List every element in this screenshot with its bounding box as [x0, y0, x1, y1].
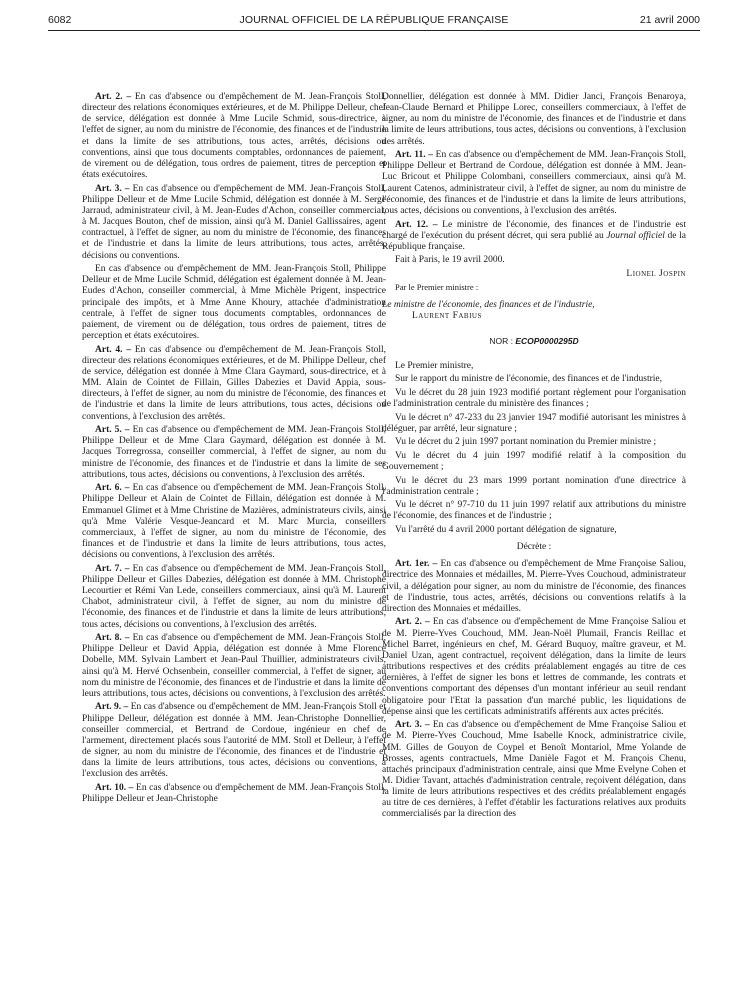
- minister-block: [382, 300, 686, 322]
- article-2: [82, 92, 386, 181]
- visa-line: Vu le décret du 2 juin 1997 portant nomination du Premier ministre ;: [395, 437, 657, 448]
- by-prime-minister: Par le Premier ministre :: [395, 282, 479, 293]
- article-label: Art. 2. –: [395, 617, 430, 628]
- article-text: En cas d'absence ou d'empêchement de Mme Françoise Saliou et de M. Pierre-Yves Couchoud, MM. Jean-Noël Plumail, Francis Reillac et Michel Barret, ingénieurs en chef, M. Gérard Buquoy, maître graveur, et M. Daniel Uzan, agent contractuel, reçoivent délégation, dans la limite de leurs attributions respectives et des crédits préalablement engagés au titre de ces dernières, à l'effet de signer les bons et lettres de commande, les contrats et conventions comportant des dépenses d'un montant inférieur au seuil rendant obligatoire pour l'Etat la passation d'un marché public, les liquidations de dépense ainsi que les certificats administratifs afférents aux actes précités.: [382, 617, 686, 717]
- journal-title: JOURNAL OFFICIEL DE LA RÉPUBLIQUE FRANÇAISE: [239, 14, 509, 26]
- article-label: Art. 6. –: [95, 483, 130, 494]
- article-9: [82, 702, 386, 780]
- article-label: Art. 4. –: [95, 344, 132, 355]
- article-label: Art. 3. –: [95, 183, 130, 194]
- article-label: Art. 12. –: [395, 219, 438, 230]
- article-text: En cas d'absence ou d'empêchement de MM. Jean-François Stoll, Philippe Delleur et Bertrand de Cordoue, délégation est donnée à MM. Jean-Luc Bricout et Philippe Colombani, conseillers commerciaux, ainsi qu'à M. Laurent Catenos, administrateur civil, à l'effet de signer, au nom du ministre de l'économie, des finances et de l'industrie et dans la limite de leurs attributions, tous actes, décisions ou conventions, à l'exclusion des arrêtés.: [382, 150, 686, 216]
- article-3-paragraph-2: En cas d'absence ou d'empêchement de MM. Jean-François Stoll, Philippe Delleur et de Mme Lucile Schmid, délégation est également donnée à M. Jean-Eudes d'Achon, conseiller commercial, à Mme Michèle Prigent, inspectrice principale des impôts, et à Mme Anne Khoury, attachée d'administration centrale, à l'effet de signer tous documents comptables, ordonnances de paiement, de virement ou de délégation, tous ordres de paiement, titres de perception et états exécutoires.: [82, 264, 386, 342]
- article-5: [82, 425, 386, 481]
- article-label: Art. 10. –: [95, 782, 134, 793]
- minister-name: Laurent Fabius: [412, 310, 482, 321]
- article-label: Art. 1er. –: [395, 559, 438, 570]
- decree-article-2: [382, 617, 686, 717]
- visa-line: Vu le décret du 4 juin 1997 modifié relatif à la composition du Gouvernement ;: [382, 450, 686, 472]
- article-3: [82, 184, 386, 262]
- article-label: Art. 3. –: [395, 720, 430, 731]
- decree-article-1: [382, 559, 686, 615]
- article-11: [382, 150, 686, 217]
- article-text: En cas d'absence ou d'empêchement de MM. Jean-François Stoll, Philippe Delleur et Alain de Cointet de Fillain, délégation est donnée à M. Emmanuel Glimet et à Mme Christine de Mazières, administrateurs civils, ainsi qu'à Mme Valérie Vesque-Jeancard et M. Marc Murcia, conseillers commerciaux, à l'effet de signer, au nom du ministre de l'économie, des finances et de l'industrie et dans la limite de leurs attributions, tous actes, décisions ou conventions, à l'exclusion des arrêtés.: [82, 483, 387, 561]
- article-7: [82, 564, 386, 631]
- page-header: [0, 10, 748, 30]
- article-8: [82, 633, 386, 700]
- article-text: En cas d'absence ou d'empêchement de Mme Françoise Saliou et de M. Pierre-Yves Couchoud, Mme Isabelle Knock, administratrice civile, MM. Gilles de Gouyon de Coypel et Benoît Montariol, Mme Yolande de Brosses, agents contractuels, Mme Danièle Fagot et M. François Chenu, attachés principaux d'administration centrale, ainsi que Mme Evelyne Cohen et M. Didier Tavant, attachés d'administration centrale, reçoivent délégation, dans la limite de leurs attributions respectives et des crédits préalablement engagés au titre de ces dernières, à l'effet d'établir les facturations relatives aux produits commercialisés par la direction des: [382, 720, 686, 820]
- header-rule: [48, 30, 700, 31]
- issue-date: 21 avril 2000: [639, 14, 700, 26]
- article-10-continuation: Donnellier, délégation est donnée à MM. Didier Janci, François Benaroya, Jean-Claude Bernard et Philippe Lorec, conseillers commerciaux, à l'effet de signer, au nom du ministre de l'économie, des finances et de l'industrie et dans la limite de leurs attributions, tous actes, décisions ou conventions, à l'exclusion des arrêtés.: [382, 92, 686, 147]
- visa-line: Vu le décret n° 97-710 du 11 juin 1997 relatif aux attributions du ministre de l'économie, des finances et de l'industrie ;: [382, 500, 686, 522]
- article-10: [82, 783, 386, 805]
- decrees-heading: Décrète :: [516, 542, 552, 553]
- visa-line: Vu l'arrêté du 4 avril 2000 portant délégation de signature,: [395, 524, 617, 535]
- article-text: En cas d'absence ou d'empêchement de M. Jean-François Stoll, directeur des relations économiques extérieures, et de M. Philippe Delleur, chef de service, délégation est donnée à Mme Lucile Schmid, sous-directrice, à l'effet de signer, au nom du ministre de l'économie, des finances et de l'industrie et dans la limite de ses attributions, tous actes, arrêtés, décisions ou conventions, ainsi que tous documents comptables, ordonnances de paiement, de virement ou de délégation, tous ordres de paiement, titres de perception et états exécutoires.: [82, 92, 387, 181]
- visa-line: Le Premier ministre,: [395, 360, 474, 371]
- minister-title: Le ministre de l'économie, des finances et de l'industrie,: [382, 299, 595, 310]
- article-text: En cas d'absence ou d'empêchement de Mme Françoise Saliou, directrice des Monnaies et médailles, M. Pierre-Yves Couchoud, administrateur civil, a délégation pour signer, au nom du ministre de l'économie, des finances et de l'industrie, tous actes, arrêtés, décisions ou conventions relatifs à la direction des Monnaies et médailles.: [382, 559, 687, 614]
- visa-line: Vu le décret n° 47-233 du 23 janvier 1947 modifié autorisant les ministres à déléguer, par arrêté, leur signature ;: [382, 412, 686, 434]
- article-label: Art. 9. –: [95, 702, 129, 713]
- article-text: En cas d'absence ou d'empêchement de MM. Jean-François Stoll, Philippe Delleur et de Mme Clara Gaymard, délégation est donnée à M. Jacques Torregrossa, conseiller commercial, à l'effet de signer, au nom du ministre de l'économie, des finances et de l'industrie et dans la limite de ses attributions, tous actes, décisions ou conventions, à l'exclusion des arrêtés.: [82, 425, 387, 480]
- signature-date: Fait à Paris, le 19 avril 2000.: [395, 255, 505, 266]
- article-text: de la République française.: [382, 230, 687, 252]
- visa-line: Vu le décret du 28 juin 1923 modifié portant règlement pour l'organisation de l'administration centrale du ministère des finances ;: [382, 387, 686, 410]
- right-column: [382, 92, 686, 823]
- article-label: Art. 11. –: [395, 150, 433, 161]
- article-label: Art. 8. –: [95, 633, 130, 644]
- article-label: Art. 5. –: [95, 425, 130, 436]
- article-text: En cas d'absence ou d'empêchement de M. Jean-François Stoll, directeur des relations économiques extérieures, et de M. Philippe Delleur, chef de service, délégation est donnée à Mme Clara Gaymard, sous-directrice, et à MM. Alain de Cointet de Fillain, Gilles Dabezies et David Appia, sous-directeurs, à l'effet de signer, au nom du ministre de l'économie, des finances et de l'industrie et dans la limite de leurs attributions, tous actes, décisions ou conventions, à l'exclusion des arrêtés.: [82, 344, 387, 422]
- article-text: En cas d'absence ou d'empêchement de MM. Jean-François Stoll, Philippe Delleur et de Mme Lucile Schmid, délégation est donnée à M. Serge Jarraud, administrateur civil, à M. Jean-Eudes d'Achon, conseiller commercial, à M. Jacques Bouton, chef de mission, ainsi qu'à M. Daniel Gallissaires, agent contractuel, à l'effet de signer, au nom du ministre de l'économie, des finances et de l'industrie et dans la limite de leurs attributions, tous actes, arrêtés, décisions ou conventions.: [82, 183, 387, 261]
- nor-code: ECOP0000295D: [515, 335, 579, 346]
- prime-minister-signature: Lionel Jospin: [626, 268, 686, 279]
- article-text: Le ministre de l'économie, des finances et de l'industrie est chargé de l'exécution du présent décret, qui sera publié au: [382, 219, 686, 241]
- left-column: [82, 92, 386, 808]
- page-number: 6082: [48, 14, 72, 26]
- visa-line: Sur le rapport du ministre de l'économie, des finances et de l'industrie,: [395, 374, 662, 385]
- article-6: [82, 483, 386, 561]
- article-label: Art. 2. –: [95, 92, 132, 102]
- decree-article-3: [382, 720, 686, 820]
- article-12: [382, 220, 686, 253]
- visa-line: Vu le décret du 23 mars 1999 portant nomination d'une directrice à l'administration centrale ;: [382, 475, 686, 497]
- nor-label: NOR :: [489, 335, 516, 346]
- journal-name: Journal officiel: [606, 230, 665, 241]
- article-label: Art. 7. –: [95, 563, 130, 574]
- article-4: [82, 345, 386, 423]
- article-text: En cas d'absence ou d'empêchement de MM. Jean-François Stoll et Philippe Delleur, délégation est donnée à MM. Jean-Christophe Donnellier, conseiller commercial, et Bertrand de Cordoue, ingénieur en chef de l'armement, directement placés sous l'autorité de MM. Stoll et Delleur, à l'effet de signer, au nom du ministre de l'économie, des finances et de l'industrie et dans la limite de leurs attributions, tous actes, décisions ou conventions, à l'exclusion des arrêtés.: [82, 702, 387, 780]
- article-text: En cas d'absence ou d'empêchement de MM. Jean-François Stoll, Philippe Delleur et Gilles Dabezies, délégation est donnée à MM. Christophe Lecourtier et Rémi Van Lede, conseillers commerciaux, ainsi qu'à M. Laurent Chabot, administrateur civil, à l'effet de signer, au nom du ministre de l'économie, des finances et de l'industrie et dans la limite de leurs attributions, tous actes, décisions ou conventions, à l'exclusion des arrêtés.: [82, 563, 387, 630]
- article-text: En cas d'absence ou d'empêchement de MM. Jean-François Stoll, Philippe Delleur et Jean-Christophe: [82, 782, 387, 805]
- article-text: En cas d'absence ou d'empêchement de MM. Jean-François Stoll, Philippe Delleur et David Appia, délégation est donnée à Mme Florence Dobelle, MM. Sylvain Lambert et Jean-Paul Thuillier, administrateurs civils, ainsi qu'à M. Hervé Ochsenbein, conseiller commercial, à l'effet de signer, au nom du ministre de l'économie, des finances et de l'industrie et dans la limite de leurs attributions, tous actes, décisions ou conventions, à l'exclusion des arrêtés.: [82, 633, 387, 699]
- nor-reference: [382, 336, 686, 347]
